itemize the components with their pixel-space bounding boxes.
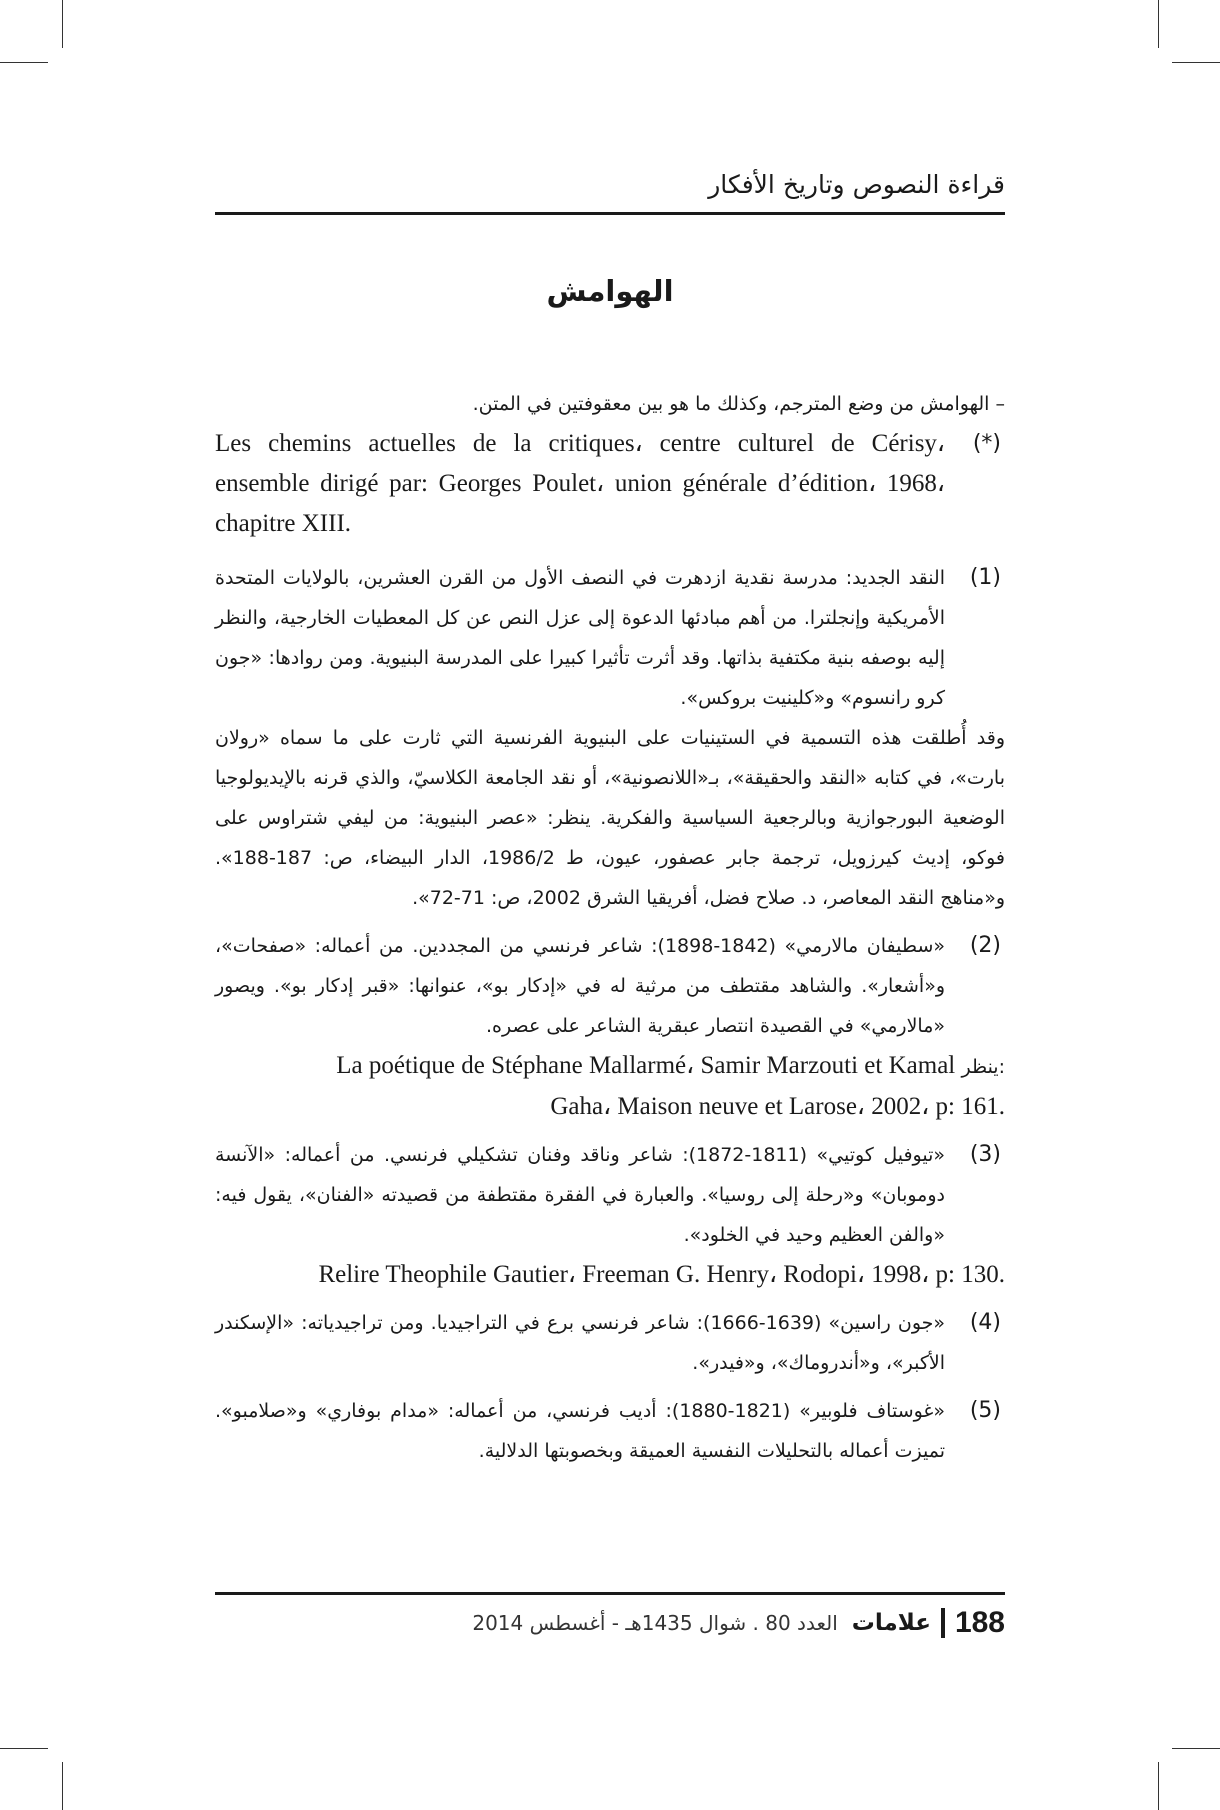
crop-mark [0, 62, 48, 63]
note-1 [215, 558, 1005, 718]
running-header [215, 170, 1005, 212]
header-rule [215, 212, 1005, 215]
note-2-reference-cont: Gaha، Maison neuve et Larose، 2002، p: 161. [550, 1093, 1005, 1120]
note-2-reference [215, 1046, 1005, 1087]
note-text: النقد الجديد: مدرسة نقدية ازدهرت في النصف الأول من القرن العشرين، بالولايات المتحدة الأمريكية وإنجلترا. من أهم مبادئها الدعوة إلى عزل النص عن كل المعطيات الخارجية، والنظر إليه بوصفه بنية مكتفية بذاتها. وقد أثرت تأثيرا كبيرا على المدرسة البنيوية. ومن روادها: «جون كرو رانسوم» و«كلينيت بروكس». [215, 567, 945, 709]
note-text: «غوستاف فلوبير» (1821-1880): أديب فرنسي، من أعماله: «مدام بوفاري» و«صلامبو». تميزت أعماله بالتحليلات النفسية العميقة وبخصوبتها الدلالية. [215, 1400, 945, 1462]
note-3-reference: Relire Theophile Gautier، Freeman G. Henry، Rodopi، 1998، p: 130. [318, 1261, 1005, 1288]
notes-intro: – الهوامش من وضع المترجم، وكذلك ما هو بين معقوفتين في المتن. [472, 393, 1005, 415]
note-marker: (3) [969, 1142, 1001, 1167]
running-header-title: قراءة النصوص وتاريخ الأفكار [708, 170, 1005, 199]
note-marker: (*) [972, 431, 1001, 456]
note-star [215, 424, 1005, 544]
crop-mark [1172, 62, 1220, 63]
footer-rule [215, 1592, 1005, 1595]
note-1-continuation: وقد أُطلقت هذه التسمية في الستينيات على البنيوية الفرنسية التي ثارت على ما سماه «رولان بارت»، في كتابه «النقد والحقيقة»، بـ«اللانصونية»، أو نقد الجامعة الكلاسيّ، والذي قرنه بالإيديولوجيا الوضعية البورجوازية وبالرجعية السياسية والفكرية. ينظر: «عصر البنيوية: من ليفي شتراوس على فوكو، إديث كيرزويل، ترجمة جابر عصفور، عيون، ط 1986/2، الدار البيضاء، ص: 187-188». و«مناهج النقد المعاصر، د. صلاح فضل، أفريقيا الشرق 2002، ص: 71-72». [215, 727, 1005, 909]
crop-mark [1158, 0, 1159, 48]
crop-mark [1158, 1762, 1159, 1810]
page-footer [215, 1592, 1005, 1652]
note-marker: (5) [969, 1398, 1001, 1423]
reference-prefix: ينظر: [961, 1056, 1005, 1078]
note-text: «سطيفان مالارمي» (1842-1898): شاعر فرنسي من المجددين. من أعماله: «صفحات»، و«أشعار». والشاهد مقتطف من مرثية له في «إدكار بو»، عنوانها: «قبر إدكار بو». ويصور «مالارمي» في القصيدة انتصار عبقرية الشاعر على عصره. [215, 935, 946, 1037]
note-text: Les chemins actuelles de la critiques، centre culturel de Cérisy، ensemble dirigé par: Georges Poulet، union générale d’édition، 1968، chapitre XIII. [215, 430, 945, 537]
page-number: 188 [954, 1606, 1005, 1639]
notes-list [215, 384, 1005, 1471]
note-5 [215, 1391, 1005, 1471]
crop-mark [62, 1762, 63, 1810]
note-2 [215, 926, 1005, 1046]
journal-name: علامات [851, 1610, 931, 1636]
issue-info: العدد 80 . شوال 1435هـ - أغسطس 2014 [472, 1611, 838, 1635]
crop-mark [0, 1748, 48, 1749]
note-text: «تيوفيل كوتيي» (1811-1872): شاعر وناقد وفنان تشكيلي فرنسي. من أعماله: «الآنسة دوموبان» و«رحلة إلى روسيا». والعبارة في الفقرة مقتطفة من قصيدته «الفنان»، يقول فيه: «والفن العظيم وحيد في الخلود». [215, 1144, 945, 1246]
note-4 [215, 1303, 1005, 1383]
footer-row [472, 1606, 1005, 1640]
footer-divider [941, 1608, 945, 1638]
note-marker: (4) [969, 1310, 1001, 1335]
section-title: الهوامش [546, 274, 674, 308]
note-marker: (2) [969, 933, 1001, 958]
crop-mark [1172, 1748, 1220, 1749]
note-text: «جون راسين» (1639-1666): شاعر فرنسي برع في التراجيديا. ومن تراجيدياته: «الإسكندر الأكبر»، و«أندروماك»، و«فيدر». [215, 1312, 946, 1374]
note-3 [215, 1135, 1005, 1255]
note-marker: (1) [969, 565, 1001, 590]
reference-line: La poétique de Stéphane Mallarmé، Samir Marzouti et Kamal [336, 1052, 956, 1079]
crop-mark [62, 0, 63, 48]
